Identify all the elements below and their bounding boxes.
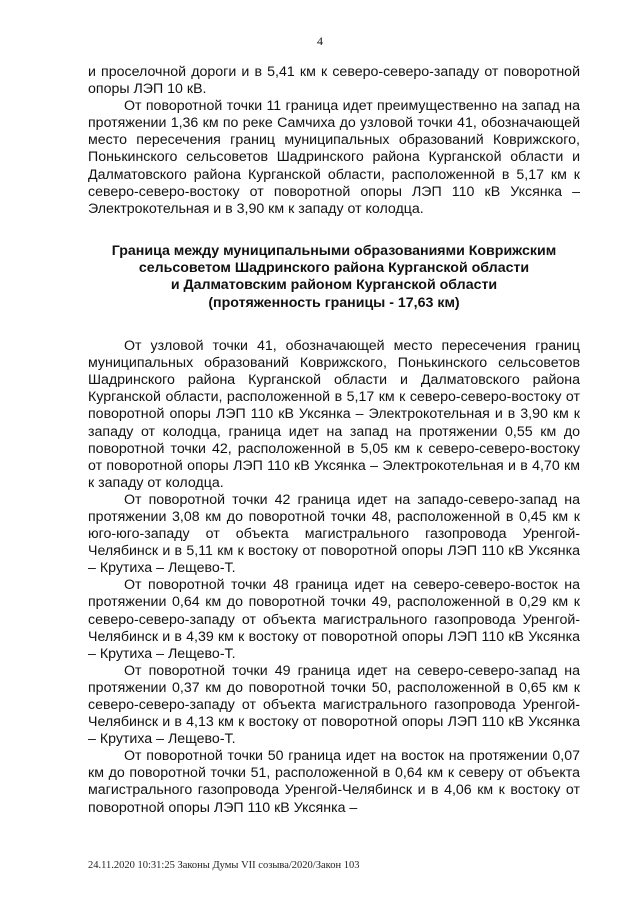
- paragraph: От узловой точки 41, обозначающей место пересечения границ муниципальных образований Коврижского, Понькинского сельсоветов Шадринского района Курганской области и Далматовского района Курганской области, расположенной в 5,17 км к северо-северо-востоку от поворотной опоры ЛЭП 110 кВ Уксянка – Электрокотельная и в 3,90 км к западу от колодца, граница идет на запад на протяжении 0,55 км до поворотной точки 42, расположенной в 5,05 км к северо-северо-востоку от поворотной опоры ЛЭП 110 кВ Уксянка – Электрокотельная и в 4,70 км к западу от колодца.: [88, 338, 580, 491]
- section-heading-line: Граница между муниципальными образованиями Коврижским: [111, 242, 557, 259]
- section-heading-line: и Далматовским районом Курганской области: [170, 277, 498, 294]
- document-footer: 24.11.2020 10:31:25 Законы Думы VII созыва/2020/Закон 103: [88, 860, 360, 871]
- section-heading: [88, 243, 580, 312]
- paragraph: От поворотной точки 11 граница идет преимущественно на запад на протяжении 1,36 км по реке Самчиха до узловой точки 41, обозначающей место пересечения границ муниципальных образований Коврижского, Понькинского сельсоветов Шадринского района Курганской области и Далматовского района Курганской области, расположенной в 5,17 км к северо-северо-востоку от поворотной опоры ЛЭП 110 кВ Уксянка – Электрокотельная и в 3,90 км к западу от колодца.: [88, 98, 580, 217]
- paragraph: От поворотной точки 48 граница идет на северо-северо-восток на протяжении 0,64 км до поворотной точки 49, расположенной в 0,29 км к северо-северо-западу от объекта магистрального газопровода Уренгой-Челябинск и в 4,39 км к востоку от поворотной опоры ЛЭП 110 кВ Уксянка – Крутиха – Лещево-Т.: [88, 577, 580, 662]
- section-heading-line: сельсоветом Шадринского района Курганской области: [138, 260, 530, 277]
- paragraph: От поворотной точки 42 граница идет на западо-северо-запад на протяжении 3,08 км до поворотной точки 48, расположенной в 0,45 км к юго-юго-западу от объекта магистрального газопровода Уренгой-Челябинск и в 5,11 км к востоку от поворотной опоры ЛЭП 110 кВ Уксянка – Крутиха – Лещево-Т.: [88, 491, 580, 577]
- section-heading-line: (протяженность границы - 17,63 км): [208, 294, 460, 311]
- paragraph: и проселочной дороги и в 5,41 км к северо-северо-западу от поворотной опоры ЛЭП 10 кВ.: [88, 64, 580, 98]
- document-body: [88, 64, 580, 817]
- page-number: 4: [317, 34, 323, 48]
- paragraph: От поворотной точки 50 граница идет на восток на протяжении 0,07 км до поворотной точки 51, расположенной в 0,64 км к северу от объекта магистрального газопровода Уренгой-Челябинск и в 4,06 км к востоку от поворотной опоры ЛЭП 110 кВ Уксянка –: [88, 748, 580, 816]
- paragraph: От поворотной точки 49 граница идет на северо-северо-запад на протяжении 0,37 км до поворотной точки 50, расположенной в 0,65 км к северо-северо-западу от объекта магистрального газопровода Уренгой-Челябинск и в 4,13 км к востоку от поворотной опоры ЛЭП 110 кВ Уксянка – Крутиха – Лещево-Т.: [88, 662, 580, 748]
